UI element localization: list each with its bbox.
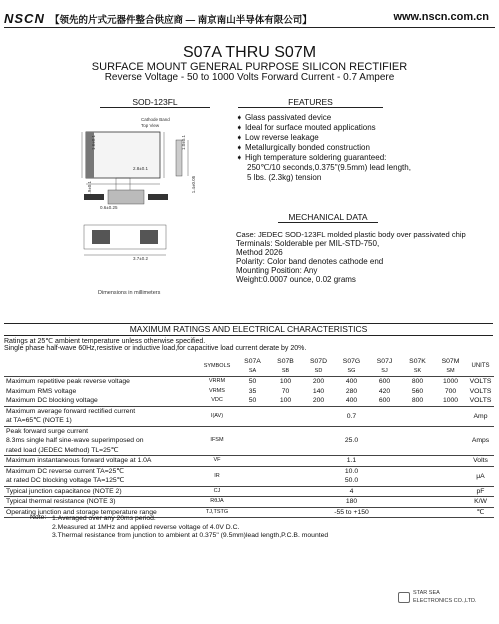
- value: 280: [345, 387, 358, 395]
- param: Maximum repetitive peak reverse voltage: [4, 377, 198, 387]
- ratings-heading-box: MAXIMUM RATINGS AND ELECTRICAL CHARACTERISTICS: [4, 323, 493, 336]
- dim-band: 1.0±0.1: [180, 135, 186, 150]
- mech-line: Case: JEDEC SOD-123FL molded plastic body over passivated chip: [236, 230, 466, 239]
- value: 0.7: [236, 406, 467, 426]
- part-header: S07D: [309, 358, 327, 366]
- mech-line: Terminals: Solderable per MIL-STD-750,: [236, 239, 380, 248]
- footer-brand-1: STAR SEA: [413, 590, 440, 596]
- param: Operating junction and storage temperature range: [4, 507, 198, 518]
- value: 50: [248, 397, 257, 405]
- mech-line: Method 2026: [236, 248, 283, 257]
- header-divider: [4, 27, 495, 28]
- dim-thickness: 1.4±0.05: [191, 175, 197, 194]
- table-row-iav: [4, 406, 494, 416]
- dim-height: 1.6±0.1: [90, 135, 96, 150]
- dim-body-width: 1.9±0.1: [86, 181, 92, 196]
- param: Peak forward surge current: [4, 426, 198, 436]
- notes-label: Note:: [30, 514, 47, 521]
- value: 180: [236, 497, 467, 508]
- value: 50.0: [344, 477, 359, 485]
- notes-list: [52, 515, 328, 541]
- symbol: VRMS: [209, 387, 225, 394]
- feature-item: ➧ Ideal for surface mouted applications: [236, 123, 376, 132]
- footer-brand-2: ELECTRONICS CO.,LTD.: [413, 598, 477, 604]
- value: 1.1: [236, 456, 467, 467]
- mech-line: Weight:0.0007 ounce, 0.02 grams: [236, 275, 356, 284]
- part-header: S07G: [342, 358, 361, 366]
- value: 400: [335, 377, 368, 387]
- company-name: 【领先的片式元器件整合供应商 — 南京南山半导体有限公司】: [50, 15, 312, 26]
- table-row-cj: [4, 486, 494, 497]
- value: 200: [312, 397, 325, 405]
- feature-item: ➧ Low reverse leakage: [236, 133, 319, 142]
- note-item: 3.Thermal resistance from junction to ambient at 0.375" (9.5mm)lead length,P.C.B. mounted: [52, 532, 329, 539]
- value: 800: [401, 377, 434, 387]
- value: 420: [378, 387, 391, 395]
- unit: Amp: [467, 406, 494, 426]
- page-title: S07A THRU S07M: [182, 44, 317, 61]
- mechanical-list: [236, 230, 498, 284]
- value: 400: [345, 397, 358, 405]
- table-header-row: [4, 357, 494, 367]
- value: 200: [302, 377, 335, 387]
- marking: SJ: [381, 367, 388, 374]
- param: Maximum RMS voltage: [6, 387, 77, 395]
- dim-total-length: 3.7±0.2: [133, 256, 148, 261]
- feature-item: ➧ High temperature soldering guaranteed:: [236, 153, 387, 162]
- company-url[interactable]: www.nscn.com.cn: [393, 11, 489, 23]
- package-drawing: [78, 110, 218, 290]
- page-subtitle: SURFACE MOUNT GENERAL PURPOSE SILICON RECTIFIER: [91, 61, 408, 73]
- mech-line: Polarity: Color band denotes cathode end: [236, 257, 384, 266]
- value: 600: [378, 397, 391, 405]
- symbol: VDC: [211, 397, 223, 404]
- value: 1000: [442, 397, 459, 405]
- value: -55 to +150: [236, 507, 467, 518]
- unit: K/W: [467, 497, 494, 508]
- dim-lead: 0.6±0.25: [100, 205, 118, 210]
- value: 35: [248, 387, 257, 395]
- param: Maximum DC blocking voltage: [6, 397, 98, 405]
- feature-item: ➧ Metallurgically bonded construction: [236, 143, 370, 152]
- param: Maximum average forward rectified current: [4, 406, 198, 416]
- value: 1000: [434, 377, 467, 387]
- part-header: S07K: [409, 358, 426, 366]
- unit: VOLTS: [469, 397, 492, 405]
- unit: Volts: [467, 456, 494, 467]
- unit: pF: [467, 486, 494, 497]
- unit: Amps: [467, 426, 494, 456]
- dims-note: Dimensions in millimeters: [98, 290, 161, 296]
- feature-item: ➧ Glass passivated device: [236, 113, 332, 122]
- col-units: UNITS: [471, 363, 490, 369]
- symbol: CJ: [198, 486, 236, 497]
- part-header: S07J: [376, 358, 393, 366]
- value: 140: [312, 387, 325, 395]
- marking: SD: [314, 367, 323, 374]
- symbol: VRRM: [198, 377, 236, 387]
- table-row-ifsm: [4, 426, 494, 436]
- param: Maximum instantaneous forward voltage at 1.0A: [4, 456, 198, 467]
- unit: VOLTS: [467, 377, 494, 387]
- col-symbols: SYMBOLS: [203, 363, 231, 369]
- features-heading: FEATURES: [238, 97, 383, 108]
- mech-line: Mounting Position: Any: [236, 266, 318, 275]
- param: Typical junction capacitance (NOTE 2): [4, 486, 198, 497]
- part-header: S07A: [244, 358, 261, 366]
- feature-solder-2: 5 lbs. (2.3kg) tension: [247, 173, 322, 182]
- symbol: I(AV): [198, 406, 236, 426]
- ratings-note-1: Ratings at 25℃ ambient temperature unless otherwise specified.: [4, 338, 206, 345]
- top-view-label: Top View: [141, 123, 160, 128]
- note-item: 2.Measured at 1MHz and applied reverse voltage of 4.0V D.C.: [52, 523, 240, 531]
- mechanical-heading: MECHANICAL DATA: [278, 212, 378, 223]
- marking: SM: [446, 367, 455, 374]
- symbol: IFSM: [198, 426, 236, 456]
- table-row-ir-2: [4, 476, 494, 486]
- dim-body-length: 2.8±0.1: [133, 166, 148, 171]
- symbol: VF: [198, 456, 236, 467]
- table-row-ir: [4, 466, 494, 476]
- value: 50: [236, 377, 269, 387]
- table-row-vrrm: [4, 377, 494, 387]
- note-item: 1.Averaged over any 20ms period.: [52, 515, 156, 522]
- marking: SB: [281, 367, 290, 374]
- table-row-rth: [4, 497, 494, 508]
- unit: VOLTS: [469, 387, 492, 395]
- table-marking-row: [4, 367, 494, 377]
- value: 800: [411, 397, 424, 405]
- value: 4: [236, 486, 467, 497]
- symbol: IR: [198, 466, 236, 486]
- company-logo: NSCN: [4, 11, 45, 26]
- param: rated load (JEDEC Method) TL=25℃: [6, 446, 119, 454]
- table-row-vdc: [4, 396, 494, 406]
- value: 25.0: [236, 426, 467, 456]
- param: 8.3ms single half sine-wave superimposed on: [6, 437, 144, 445]
- value: 100: [269, 377, 302, 387]
- marking: SG: [347, 367, 356, 374]
- param: Typical thermal resistance (NOTE 3): [4, 497, 198, 508]
- symbol: TJ,TSTG: [198, 507, 236, 518]
- value: 70: [281, 387, 290, 395]
- table-row-vrms: [4, 387, 494, 397]
- ratings-table: [4, 357, 494, 518]
- param: at TA=65℃ (NOTE 1): [6, 417, 72, 425]
- features-list: [236, 113, 496, 183]
- unit: ℃: [467, 507, 494, 518]
- value: 100: [279, 397, 292, 405]
- feature-solder-1: 250℃/10 seconds,0.375"(9.5mm) lead length,: [247, 163, 411, 172]
- package-heading: SOD-123FL: [100, 97, 210, 108]
- marking: SK: [413, 367, 422, 374]
- value: 700: [444, 387, 457, 395]
- param: Maximum DC reverse current TA=25℃: [4, 466, 198, 476]
- unit: μA: [467, 466, 494, 486]
- table-row-vf: [4, 456, 494, 467]
- symbol: RθJA: [198, 497, 236, 508]
- ratings-note-2: Single phase half-wave 60Hz,resistive or inductive load,for capacitive load current derate by 20%.: [4, 345, 307, 352]
- part-header: S07M: [441, 358, 460, 366]
- value: 560: [411, 387, 424, 395]
- value: 10.0: [236, 466, 467, 476]
- footer-logo-mark: [398, 592, 410, 603]
- cathode-band-label: Cathode Band: [141, 117, 170, 122]
- ratings-line: Reverse Voltage - 50 to 1000 Volts Forward Current - 0.7 Ampere: [104, 72, 395, 83]
- marking: SA: [248, 367, 257, 374]
- param: at rated DC blocking voltage TA=125℃: [6, 477, 125, 485]
- part-header: S07B: [277, 358, 294, 366]
- value: 600: [368, 377, 401, 387]
